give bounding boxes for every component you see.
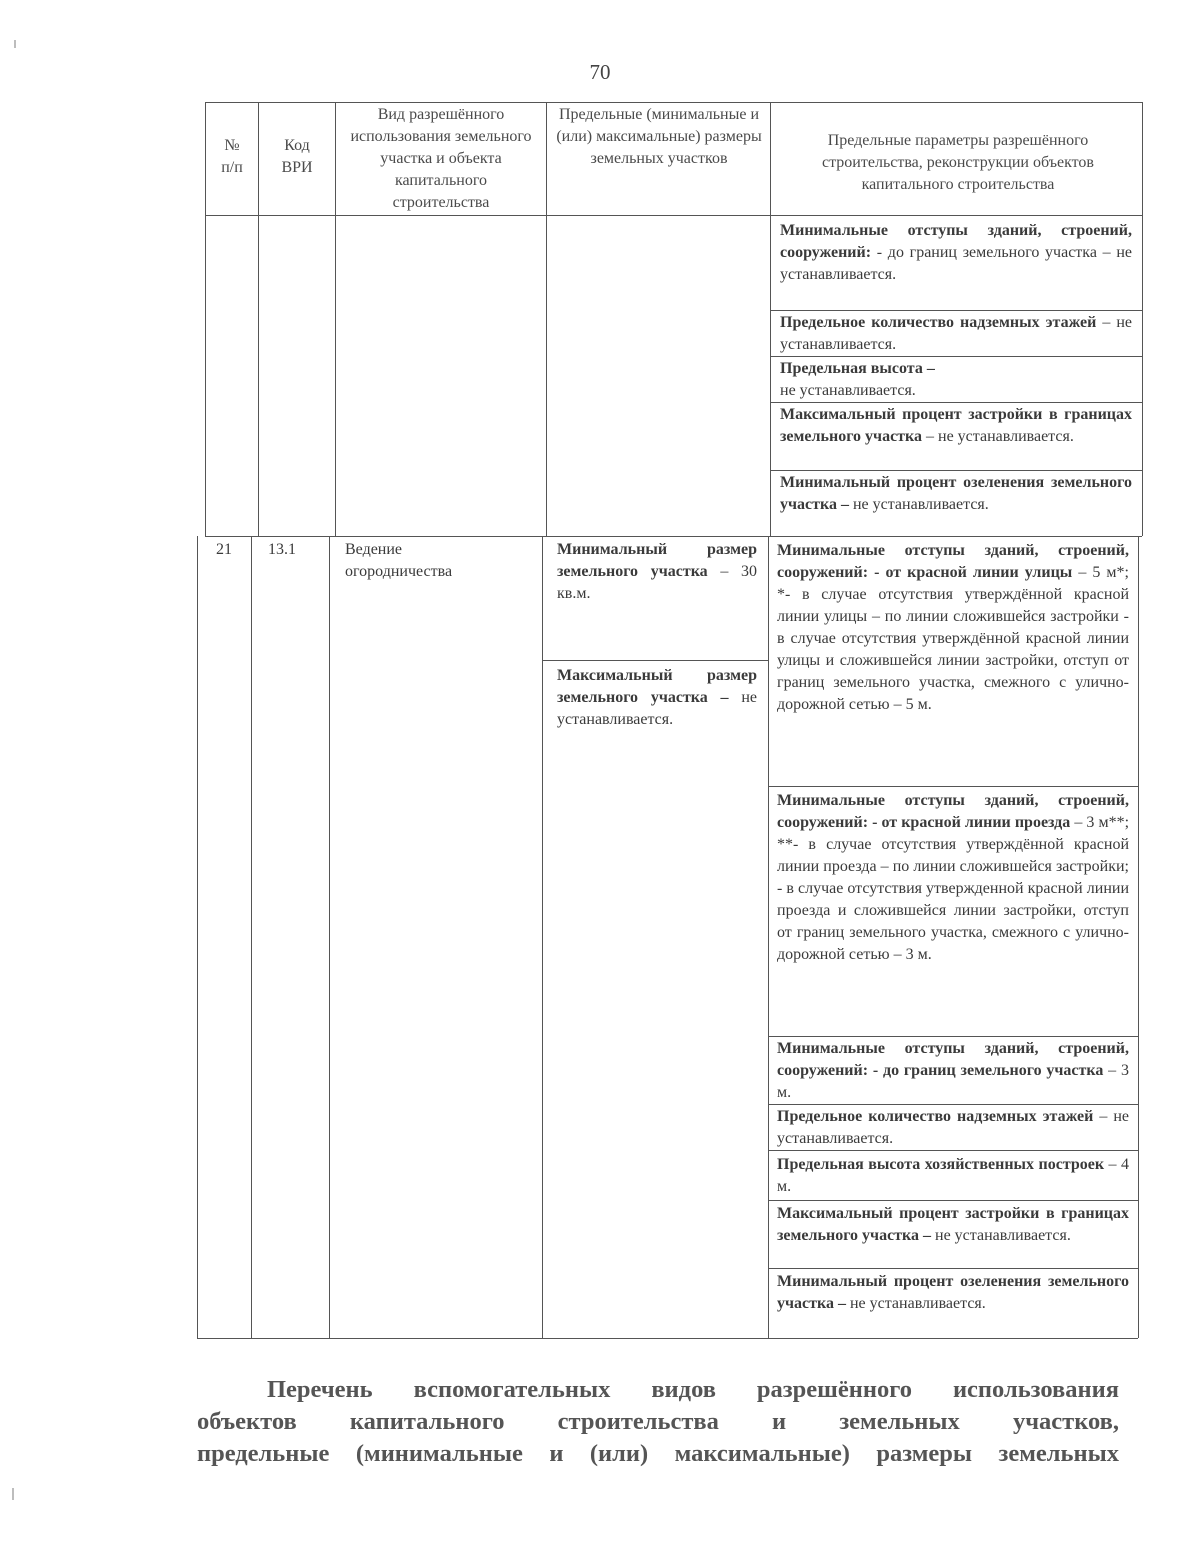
table-line [768,1036,1138,1037]
table-line [335,102,336,536]
param-cell [777,540,1129,716]
size-bold: Максимальный размер земельного участка – [557,667,757,706]
row-number: 21 [216,541,232,558]
header-plot-sizes: Предельные (минимальные и (или) максимальные) размеры земельных участков [556,106,762,167]
size-text: не устанавливается. [557,689,758,728]
scan-edge-mark [14,40,16,48]
table-line [768,786,1138,787]
table-line [770,310,1142,311]
table-line [768,536,769,1338]
param-text: – 3 м**; **- в случае отсутствия утверждённой красной линии проезда – по линии сложившейся застройки; - в случае отсутствия утвержденной красной линии проезда и сложившейся линии застройки, отступ от границ земельного участка, смежного с улично-дорожной сетью – 3 м. [777,814,1130,963]
param-cell [777,1038,1129,1104]
table-line [197,1338,1138,1339]
table-line [197,536,198,1338]
param-bold: Предельная высота хозяйственных построек [777,1156,1105,1173]
param-cell [777,1271,1129,1315]
table-line [768,1150,1138,1151]
table-line [329,536,330,1338]
header-use-type: Вид разрешённого использования земельного участка и объекта капитального строительства [350,106,532,211]
param-bold: Минимальные отступы зданий, строений, сооружений: [777,1040,1129,1079]
size-text: – 30 кв.м. [557,563,758,602]
param-text: не устанавливается. [935,1227,1071,1244]
row-code: 13.1 [268,541,296,558]
size-bold: Минимальный размер земельного участка [557,541,757,580]
heading-line: Перечень вспомогательных видов разрешённого использования [267,1376,1119,1403]
param-bold: Минимальные отступы зданий, строений, сооружений: [777,542,1129,581]
param-text: – 5 м*; *- в случае отсутствия утверждённой красной линии улицы – по линии сложившейся застройки - в случае отсутствия утверждённой красной линии улицы и сложившейся линии застройки, отступ от границ земельного участка, смежного с улично-дорожной сетью – 5 м. [777,564,1129,713]
param-text: – не устанавливается. [780,314,1132,353]
param-cell [780,358,1132,402]
param-bold: Минимальные отступы зданий, строений, сооружений: [777,792,1129,831]
scan-edge-mark [12,1488,14,1500]
table-line [770,356,1142,357]
param-text: – 3 м. [777,1062,1129,1101]
param-cell [777,1203,1129,1247]
table-line [205,102,1142,103]
param-cell [777,1154,1129,1198]
param-bold: Предельное количество надземных этажей [780,314,1097,331]
param-text: – не устанавливается. [922,428,1074,445]
param-text: не устанавливается. [852,496,989,513]
table-line [205,215,1142,216]
param-text: – 4 м. [777,1156,1129,1195]
param-bold-2: - от красной линии улицы [874,564,1073,581]
param-cell [780,472,1132,516]
param-cell [780,404,1132,448]
table-line [1142,102,1143,536]
param-bold: Максимальный процент застройки в границах земельного участка – [777,1205,1129,1244]
table-line [542,536,543,1338]
param-cell [777,790,1129,966]
param-cell [780,312,1132,356]
table-line [770,470,1142,471]
header-code: Код ВРИ [281,137,313,176]
param-bold: Минимальный процент озеленения земельного участка – [780,474,1132,513]
row-use-type: Ведение огородничества [345,541,453,580]
param-bold: Предельная высота – [780,360,935,377]
param-text: не устанавливается. [849,1295,986,1312]
table-line [251,536,252,1338]
param-bold: Минимальные отступы зданий, строений, сооружений: [780,222,1132,261]
param-text: - до границ земельного участка – не устанавливается. [780,244,1132,283]
size-min-cell [557,539,757,605]
table-line [1138,536,1139,1338]
table-line [770,402,1142,403]
heading-line: объектов капитального строительства и земельных участков, [197,1408,1119,1435]
param-text: – не устанавливается. [777,1108,1129,1147]
size-max-cell [557,665,757,731]
section-heading [197,1374,1119,1470]
param-bold-2: - от красной линии проезда [872,814,1071,831]
param-cell [777,1106,1129,1150]
param-bold: Предельное количество надземных этажей [777,1108,1094,1125]
header-num: № п/п [221,137,243,176]
table-line [768,1268,1138,1269]
param-text: не устанавливается. [780,382,916,399]
param-bold: Минимальный процент озеленения земельного участка – [777,1273,1129,1312]
table-line [768,1200,1138,1201]
table-line [542,660,768,661]
table-line [546,102,547,536]
param-cell [780,220,1132,286]
param-bold-2: - до границ земельного участка [872,1062,1104,1079]
param-bold: Максимальный процент застройки в границах земельного участка [780,406,1132,445]
header-parameters: Предельные параметры разрешённого строительства, реконструкции объектов капитального строительства [822,132,1094,193]
table-line [768,1104,1138,1105]
page-number: 70 [589,60,611,84]
heading-line: предельные (минимальные и (или) максимальные) размеры земельных [197,1440,1119,1467]
table-line [205,536,1142,537]
